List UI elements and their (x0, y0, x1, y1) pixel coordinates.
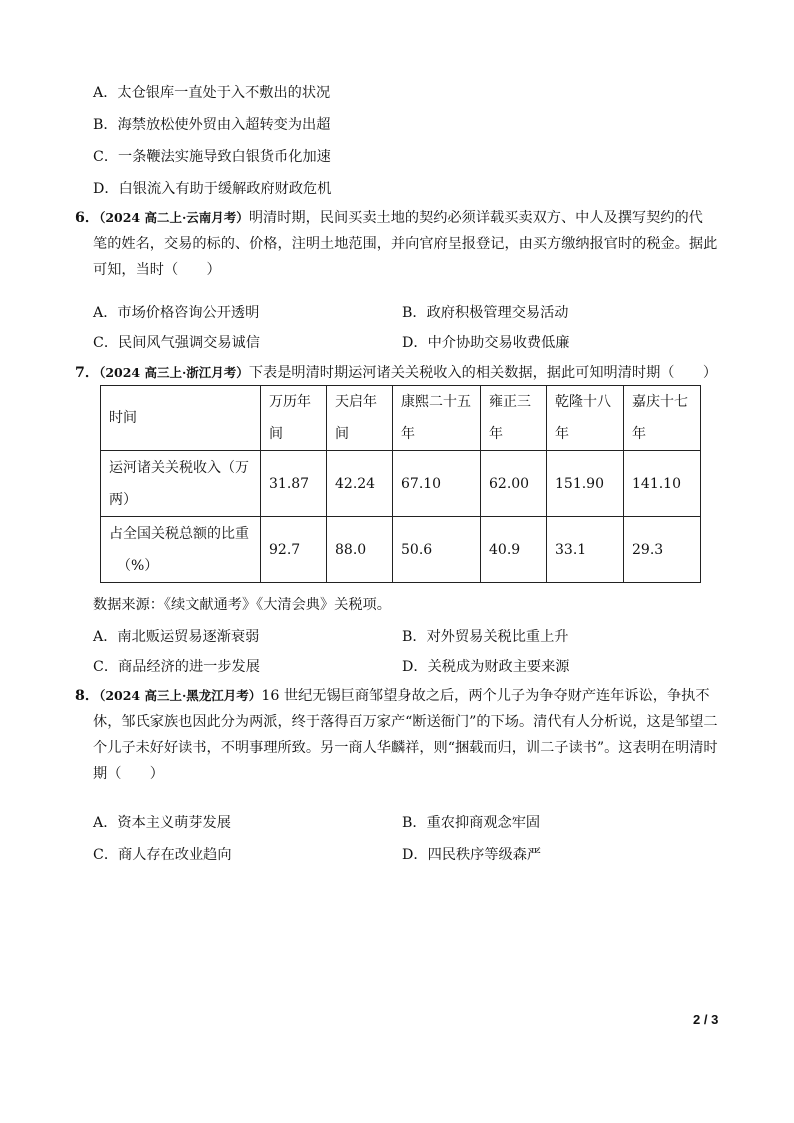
table-header-period: 嘉庆十七 年 (624, 386, 701, 451)
table-source-note: 数据来源：《续文献通考》《大清会典》关税项。 (93, 597, 391, 613)
table-cell: 42.24 (327, 451, 393, 517)
question-8 (75, 686, 721, 790)
table-header-label: 时间 (101, 386, 261, 451)
table-cell: 29.3 (624, 517, 701, 583)
question-7-stem-text: 下表是明清时期运河诸关关税收入的相关数据，据此可知明清时期（ ） (248, 365, 718, 381)
question-6 (75, 208, 721, 278)
question-6-stem-line-2: 笔的姓名，交易的标的、价格，注明土地范围，并向官府呈报登记，由买方缴纳报官时的税金。据此 (93, 236, 718, 252)
question-8-option-d: D．四民秩序等级森严 (402, 847, 542, 863)
question-6-stem-line-3: 可知，当时（ ） (93, 262, 221, 278)
question-6-option-b: B．政府积极管理交易活动 (402, 305, 569, 321)
question-6-meta: （2024 高二上·云南月考） (99, 210, 249, 225)
question-6-stem-line-1: 明清时期，民间买卖土地的契约必须详载买卖双方、中人及撰写契约的代 (248, 210, 703, 226)
table-cell: 40.9 (481, 517, 547, 583)
table-row-label: 占全国关税总额的比重 （%） (101, 517, 261, 583)
table-cell: 92.7 (261, 517, 327, 583)
table-row-label: 运河诸关关税收入（万 两） (101, 451, 261, 517)
table-header-period: 天启年 间 (327, 386, 393, 451)
table-header-period: 乾隆十八 年 (547, 386, 624, 451)
table-row (101, 517, 701, 583)
prev-option-d: D．白银流入有助于缓解政府财政危机 (93, 181, 332, 197)
question-8-meta: （2024 高三上·黑龙江月考） (99, 688, 262, 703)
table-cell: 31.87 (261, 451, 327, 517)
question-7-option-d: D．关税成为财政主要来源 (402, 659, 570, 675)
question-6-option-c: C．民间风气强调交易诚信 (93, 335, 260, 351)
question-7-option-c: C．商品经济的进一步发展 (93, 659, 260, 675)
question-8-option-b: B．重农抑商观念牢固 (402, 815, 541, 831)
question-7-option-a: A．南北贩运贸易逐渐衰弱 (93, 629, 260, 645)
prev-option-b: B．海禁放松使外贸由入超转变为出超 (93, 117, 331, 133)
table-cell: 62.00 (481, 451, 547, 517)
question-7-stem (75, 362, 717, 382)
table-header-period: 雍正三 年 (481, 386, 547, 451)
prev-option-c: C．一条鞭法实施导致白银货币化加速 (93, 149, 331, 165)
table-row-header (101, 386, 701, 451)
table-cell: 33.1 (547, 517, 624, 583)
table-cell: 141.10 (624, 451, 701, 517)
prev-option-a: A．太仓银库一直处于入不敷出的状况 (93, 85, 331, 101)
question-6-option-d: D．中介协助交易收费低廉 (402, 335, 570, 351)
question-8-stem-line-3: 个儿子未好好读书，不明事理所致。另一商人华麟祥，则“捆载而归，训二子读书”。这表明在明清时 (93, 740, 718, 756)
question-7-number: 7． (75, 365, 100, 381)
table-cell: 50.6 (393, 517, 481, 583)
table-row (101, 451, 701, 517)
question-8-stem-line-2: 休，邹氏家族也因此分为两派，终于落得百万家产“断送衙门”的下场。清代有人分析说，这是邹望二 (93, 714, 718, 730)
question-6-number: 6． (75, 210, 100, 226)
question-8-stem-line-4: 期（ ） (93, 766, 164, 782)
table-header-period: 康熙二十五 年 (393, 386, 481, 451)
question-6-option-a: A．市场价格咨询公开透明 (93, 305, 260, 321)
table-header-period: 万历年 间 (261, 386, 327, 451)
question-7-meta: （2024 高三上·浙江月考） (99, 365, 249, 380)
table-cell: 88.0 (327, 517, 393, 583)
question-7-option-b: B．对外贸易关税比重上升 (402, 629, 569, 645)
question-8-number: 8． (75, 688, 100, 704)
page-number: 2 / 3 (693, 1012, 719, 1027)
question-8-stem-line-1: 16 世纪无锡巨商邹望身故之后，两个儿子为争夺财产连年诉讼，争执不 (261, 688, 710, 704)
question-8-option-a: A．资本主义萌芽发展 (93, 815, 231, 831)
table-cell: 151.90 (547, 451, 624, 517)
question-8-option-c: C．商人存在改业趋向 (93, 847, 232, 863)
customs-revenue-table (100, 385, 701, 583)
table-cell: 67.10 (393, 451, 481, 517)
